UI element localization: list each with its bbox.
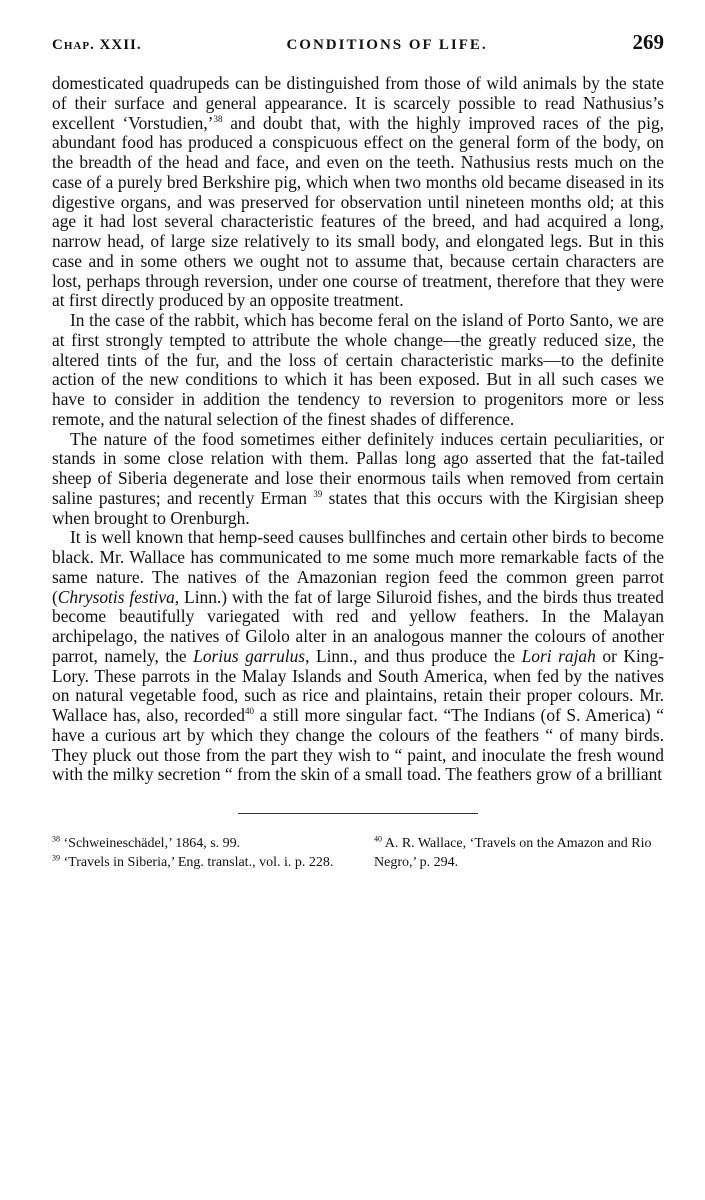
paragraph [52,430,664,529]
page-header [52,30,664,74]
body-text [52,74,664,785]
paragraph [52,74,664,311]
footnote [52,834,352,853]
text-run: or King-Lory. These parrots in the Malay Islands and South America, when fed by the natives on natural vegetable food, such as rice and plaintains, retain their proper colours. Mr. Wallace has, also, recorded [52,645,664,725]
book-page [52,30,664,1180]
text-run: , Linn.) with the fat of large Siluroid fishes, and the birds thus treated become beautifully variegated with red and yellow feathers. In the Malayan archipelago, the natives of Gilolo alter in an analogous manner the colours of another parrot, namely, the [52,586,664,666]
italic-text: Lorius garrulus [193,645,306,666]
footnote-marker: 39 [313,488,323,499]
text-run: It is well known that hemp-seed causes bullfinches and certain other birds to become black. Mr. Wallace has communicated to me some much more remarkable facts of the same nature. The natives of the Amazonian region feed the common green parrot ( [52,527,664,607]
italic-text: Chrysotis festiva [57,586,175,607]
footnotes-left-column [52,834,352,872]
italic-text: Lori rajah [521,645,596,666]
text-run: The nature of the food sometimes either definitely induces certain peculiarities, or stands in some close relation with them. Pallas long ago asserted that the fat-tailed sheep of Siberia degenerate and lose their enormous tails when removed from certain saline pastures; and recently Erman [52,428,664,508]
text-run: and doubt that, with the highly improved races of the pig, abundant food has produced a conspicuous effect on the general form of the body, on the breadth of the head and face, and even on the teeth. Nathusius rests much on the case of a purely bred Berkshire pig, which when two months old became diseased in its digestive organs, and was preserved for observation until nineteen months old; at this age it had lost several characteristic features of the breed, and had acquired a long, narrow head, of large size relatively to its small body, and elongated legs. But in this case and in some others we ought not to assume that, because certain characters are lost, perhaps through reversion, under one course of treatment, therefore that they were at first directly produced by an opposite treatment. [52,112,664,311]
footnote-marker: 40 [245,706,255,717]
footnotes-right-column [374,834,664,872]
footnotes [52,834,664,872]
text-run: , Linn., and thus produce the [305,645,522,666]
paragraph [52,528,664,785]
footnote-number: 40 [374,834,382,844]
footnote-number: 39 [52,853,60,863]
footnote-text: ‘Schweineschädel,’ 1864, s. 99. [60,836,241,851]
footnote-marker: 38 [213,113,223,124]
text-run: domesticated quadrupeds can be distinguished from those of wild animals by the state of their surface and general appearance. It is scarcely possible to read Nathusius’s excellent ‘Vorstudien,’ [52,73,664,133]
text-run: In the case of the rabbit, which has become feral on the island of Porto Santo, we are at first strongly tempted to attribute the whole change—the greatly reduced size, the altered tints of the fur, and the loss of certain characteristic marks—to the definite action of the new conditions to which it has been exposed. But in all such cases we have to consider in addition the tendency to reversion to progenitors more or less remote, and the natural selection of the finest shades of difference. [52,310,664,429]
text-run: states that this occurs with the Kirgisian sheep when brought to Orenburgh. [52,487,664,528]
footnote [52,853,352,872]
footnote-divider [238,813,478,814]
text-run: a still more singular fact. “The Indians (of S. America) “ have a curious art by which they change the colours of the feathers “ of many birds. They pluck out those from the part they wish to “ paint, and inoculate the fresh wound with the milky secretion “ from the skin of a small toad. The feathers grow of a brilliant [52,705,665,785]
footnote [374,834,664,872]
footnote-text: ‘Travels in Siberia,’ Eng. translat., vol. i. p. 228. [60,855,334,870]
footnote-number: 38 [52,834,60,844]
paragraph [52,311,664,430]
chapter-label: Chap. XXII. [52,37,142,53]
page-number: 269 [632,30,664,54]
footnote-text: A. R. Wallace, ‘Travels on the Amazon and Rio Negro,’ p. 294. [374,836,652,870]
running-title: CONDITIONS OF LIFE. [286,37,488,53]
